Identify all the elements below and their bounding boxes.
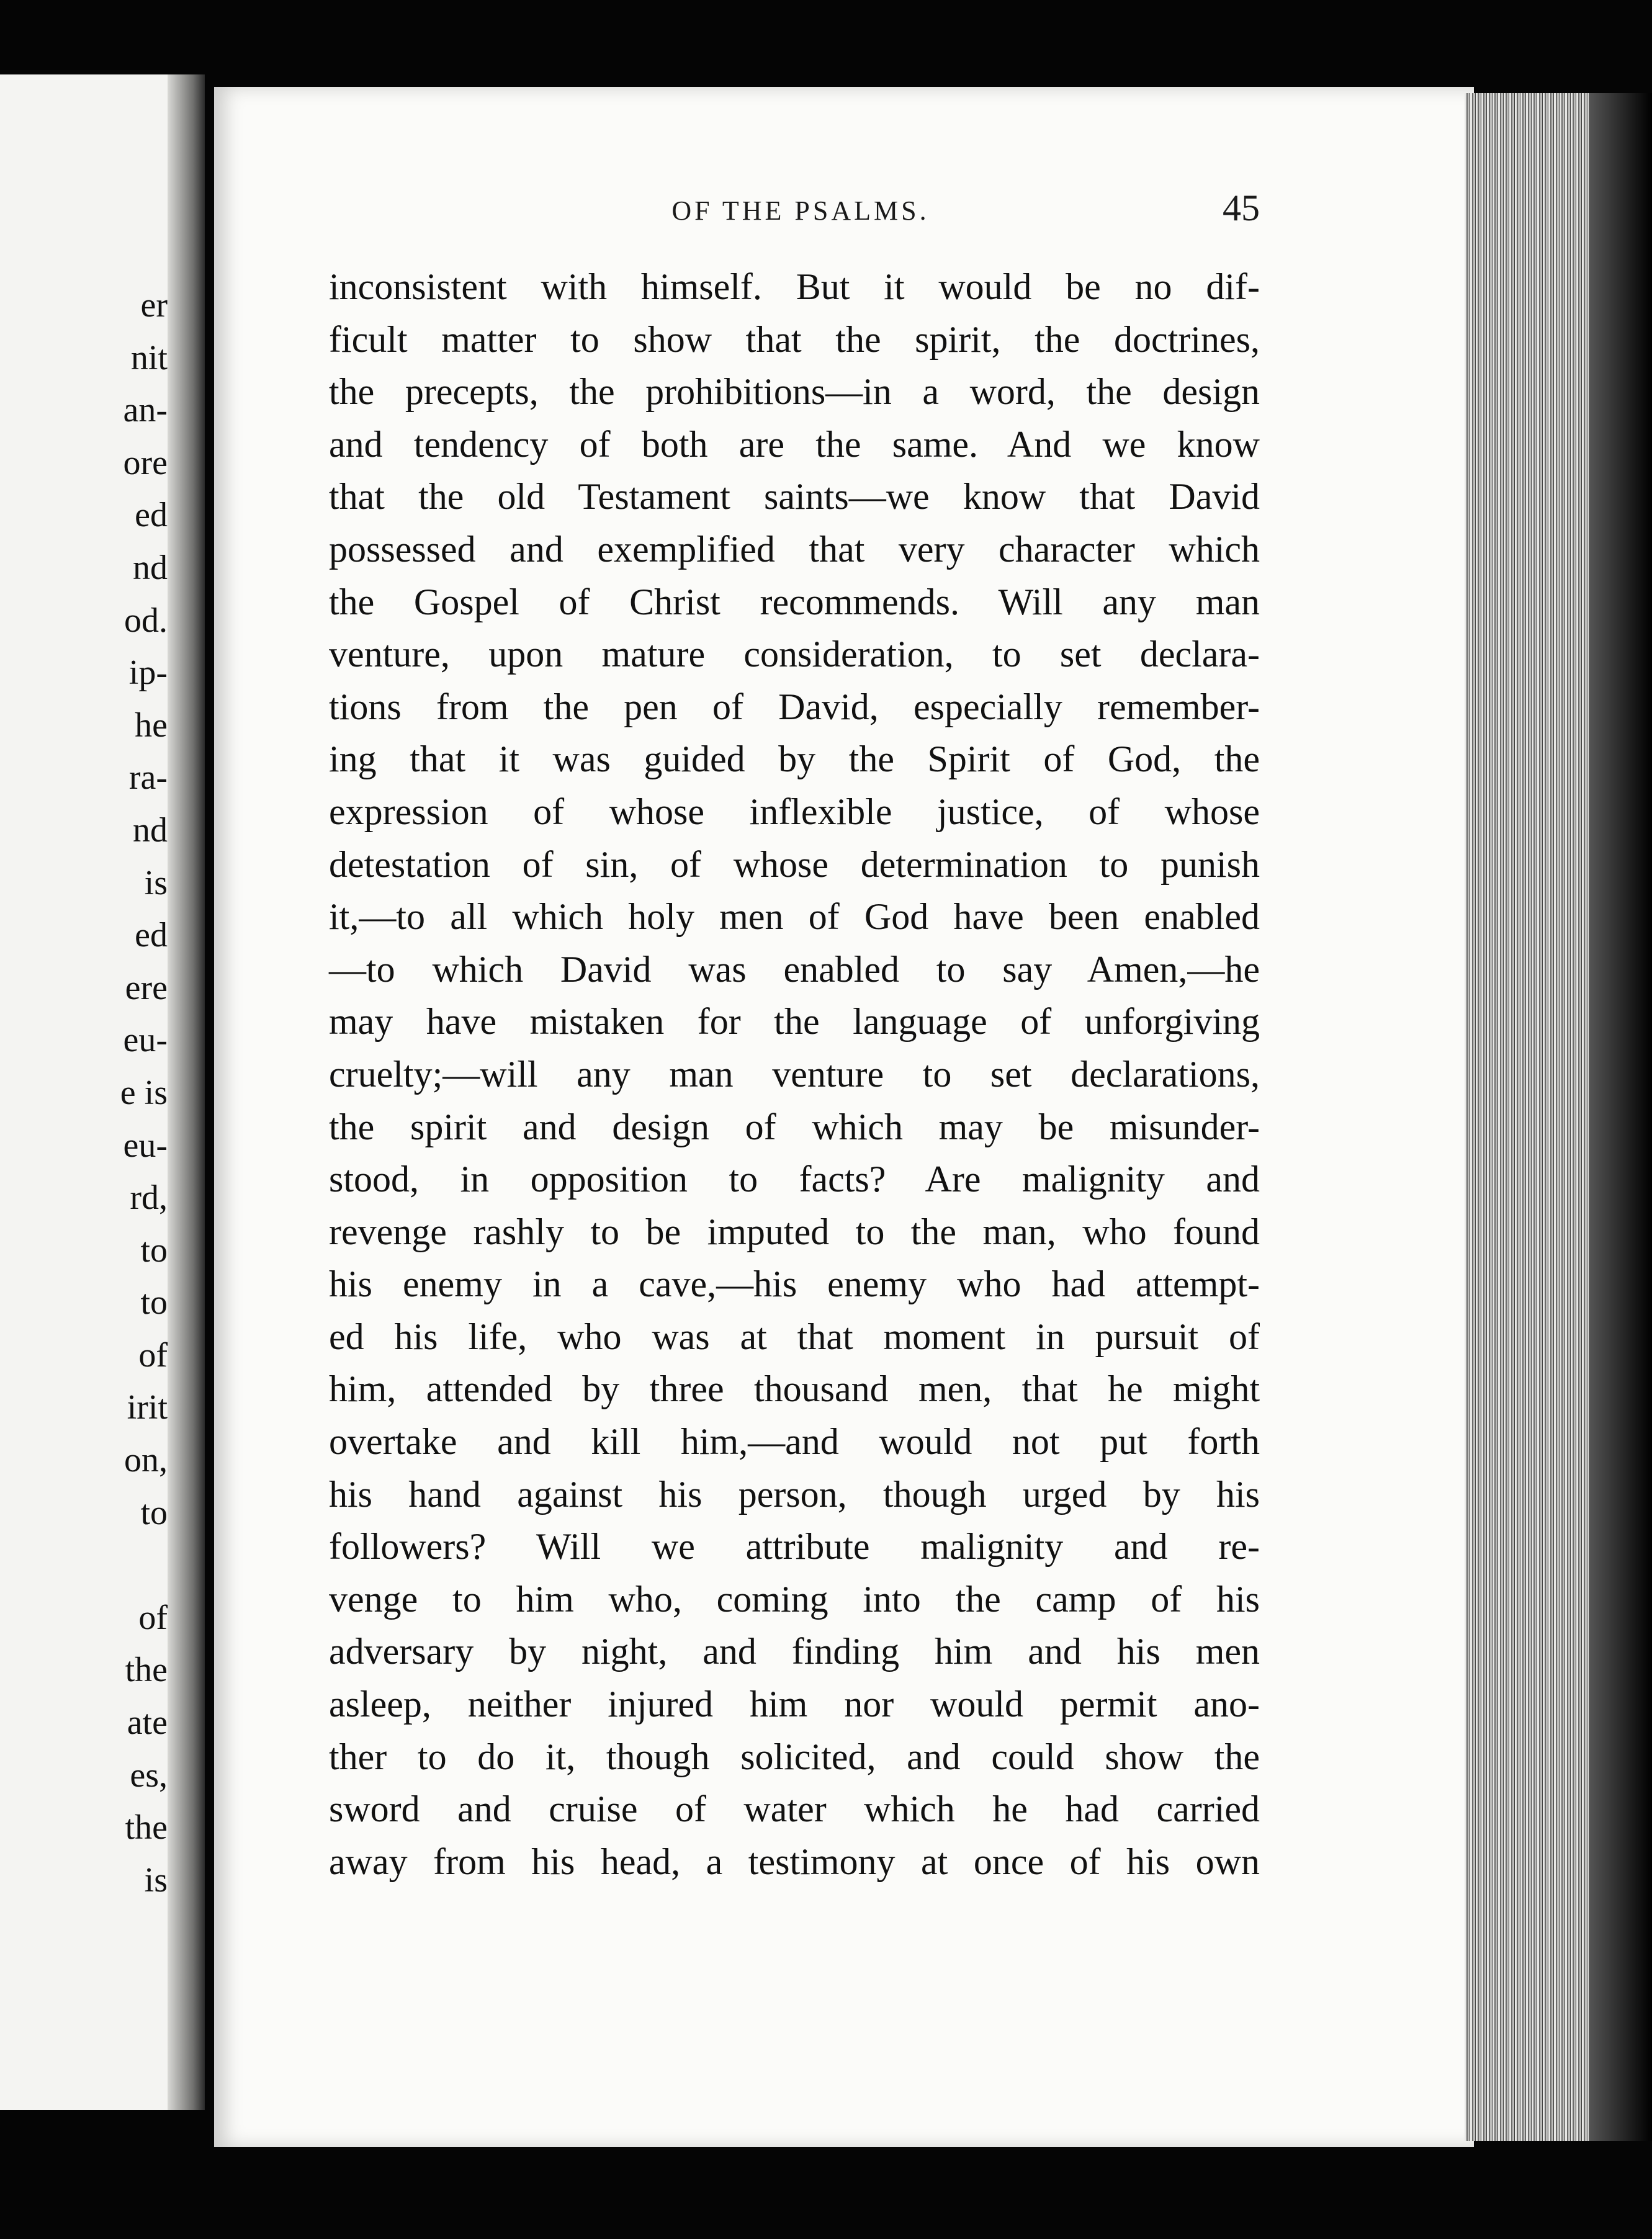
text-line: that the old Testament saints—we know that David [329, 476, 1260, 518]
left-fragment: e is [120, 1073, 168, 1112]
left-fragment: es, [130, 1756, 168, 1795]
page-edges [1465, 93, 1595, 2141]
left-fragment: an- [123, 391, 168, 430]
left-fragment: the [125, 1651, 168, 1690]
text-line: venge to him who, coming into the camp of his [329, 1578, 1260, 1620]
left-fragment: er [140, 286, 168, 325]
left-fragment: eu- [123, 1021, 168, 1060]
text-line: tions from the pen of David, especially remember- [329, 686, 1260, 727]
text-line: adversary by night, and finding him and his men [329, 1631, 1260, 1672]
left-fragment: of [138, 1335, 168, 1375]
running-head: OF THE PSALMS. [671, 195, 930, 226]
body-text [329, 261, 1260, 1888]
left-fragment: to [140, 1231, 168, 1270]
left-fragment: nit [130, 338, 168, 377]
text-line: possessed and exemplified that very character which [329, 528, 1260, 570]
left-fragment: the [125, 1808, 168, 1847]
left-fragment: nd [133, 548, 168, 587]
text-line: may have mistaken for the language of unforgiving [329, 1001, 1260, 1043]
left-fragment: rd, [130, 1178, 168, 1218]
text-line: expression of whose inflexible justice, of whose [329, 791, 1260, 832]
book-gutter-shadow [168, 74, 205, 2110]
left-fragment: ore [123, 443, 168, 482]
text-line: ther to do it, though solicited, and could show the [329, 1736, 1260, 1777]
left-fragment: ed [135, 496, 168, 535]
left-fragment: is [144, 1860, 168, 1900]
text-line: him, attended by three thousand men, that he might [329, 1368, 1260, 1410]
text-line: asleep, neither injured him nor would permit ano- [329, 1684, 1260, 1725]
text-line: revenge rashly to be imputed to the man, who found [329, 1211, 1260, 1252]
left-fragment: on, [124, 1441, 168, 1480]
left-fragment: ere [125, 968, 168, 1007]
left-page-text-fragments [0, 279, 168, 1906]
left-fragment: nd [133, 810, 168, 850]
text-line: the precepts, the prohibitions—in a word, the design [329, 371, 1260, 413]
text-line: overtake and kill him,—and would not put forth [329, 1421, 1260, 1463]
page-number: 45 [1223, 187, 1260, 228]
text-line: inconsistent with himself. But it would be no dif- [329, 266, 1260, 307]
text-line: the spirit and design of which may be misunder- [329, 1106, 1260, 1147]
text-line: ing that it was guided by the Spirit of God, the [329, 738, 1260, 780]
left-fragment [0, 1539, 168, 1592]
text-line: his enemy in a cave,—his enemy who had attempt- [329, 1263, 1260, 1305]
text-line: detestation of sin, of whose determination to punish [329, 843, 1260, 885]
text-line: cruelty;—will any man venture to set declarations, [329, 1053, 1260, 1095]
left-fragment: he [135, 706, 168, 745]
left-fragment: ip- [128, 653, 168, 693]
text-line: away from his head, a testimony at once of his own [329, 1841, 1260, 1882]
left-fragment: is [144, 863, 168, 902]
left-fragment: of [138, 1598, 168, 1637]
text-line: his hand against his person, though urged by his [329, 1473, 1260, 1515]
left-fragment: to [140, 1493, 168, 1532]
text-line: ficult matter to show that the spirit, the doctrines, [329, 318, 1260, 360]
text-line: —to which David was enabled to say Amen,—he [329, 948, 1260, 990]
text-line: the Gospel of Christ recommends. Will any man [329, 581, 1260, 622]
text-line: ed his life, who was at that moment in pursuit of [329, 1316, 1260, 1357]
left-facing-page [0, 74, 205, 2110]
text-line: sword and cruise of water which he had carried [329, 1788, 1260, 1830]
text-line: venture, upon mature consideration, to set declara- [329, 634, 1260, 675]
text-line: stood, in opposition to facts? Are malignity and [329, 1159, 1260, 1200]
left-fragment: eu- [123, 1126, 168, 1165]
left-fragment: ate [127, 1703, 168, 1743]
left-fragment: ed [135, 916, 168, 955]
text-line: it,—to all which holy men of God have been enabled [329, 896, 1260, 938]
page-edges-shadow [1589, 93, 1652, 2141]
text-line: followers? Will we attribute malignity and re- [329, 1526, 1260, 1568]
left-fragment: irit [127, 1388, 168, 1427]
left-fragment: to [140, 1283, 168, 1322]
left-fragment: od. [124, 601, 168, 640]
left-fragment: ra- [128, 758, 168, 797]
text-line: and tendency of both are the same. And we know [329, 423, 1260, 465]
